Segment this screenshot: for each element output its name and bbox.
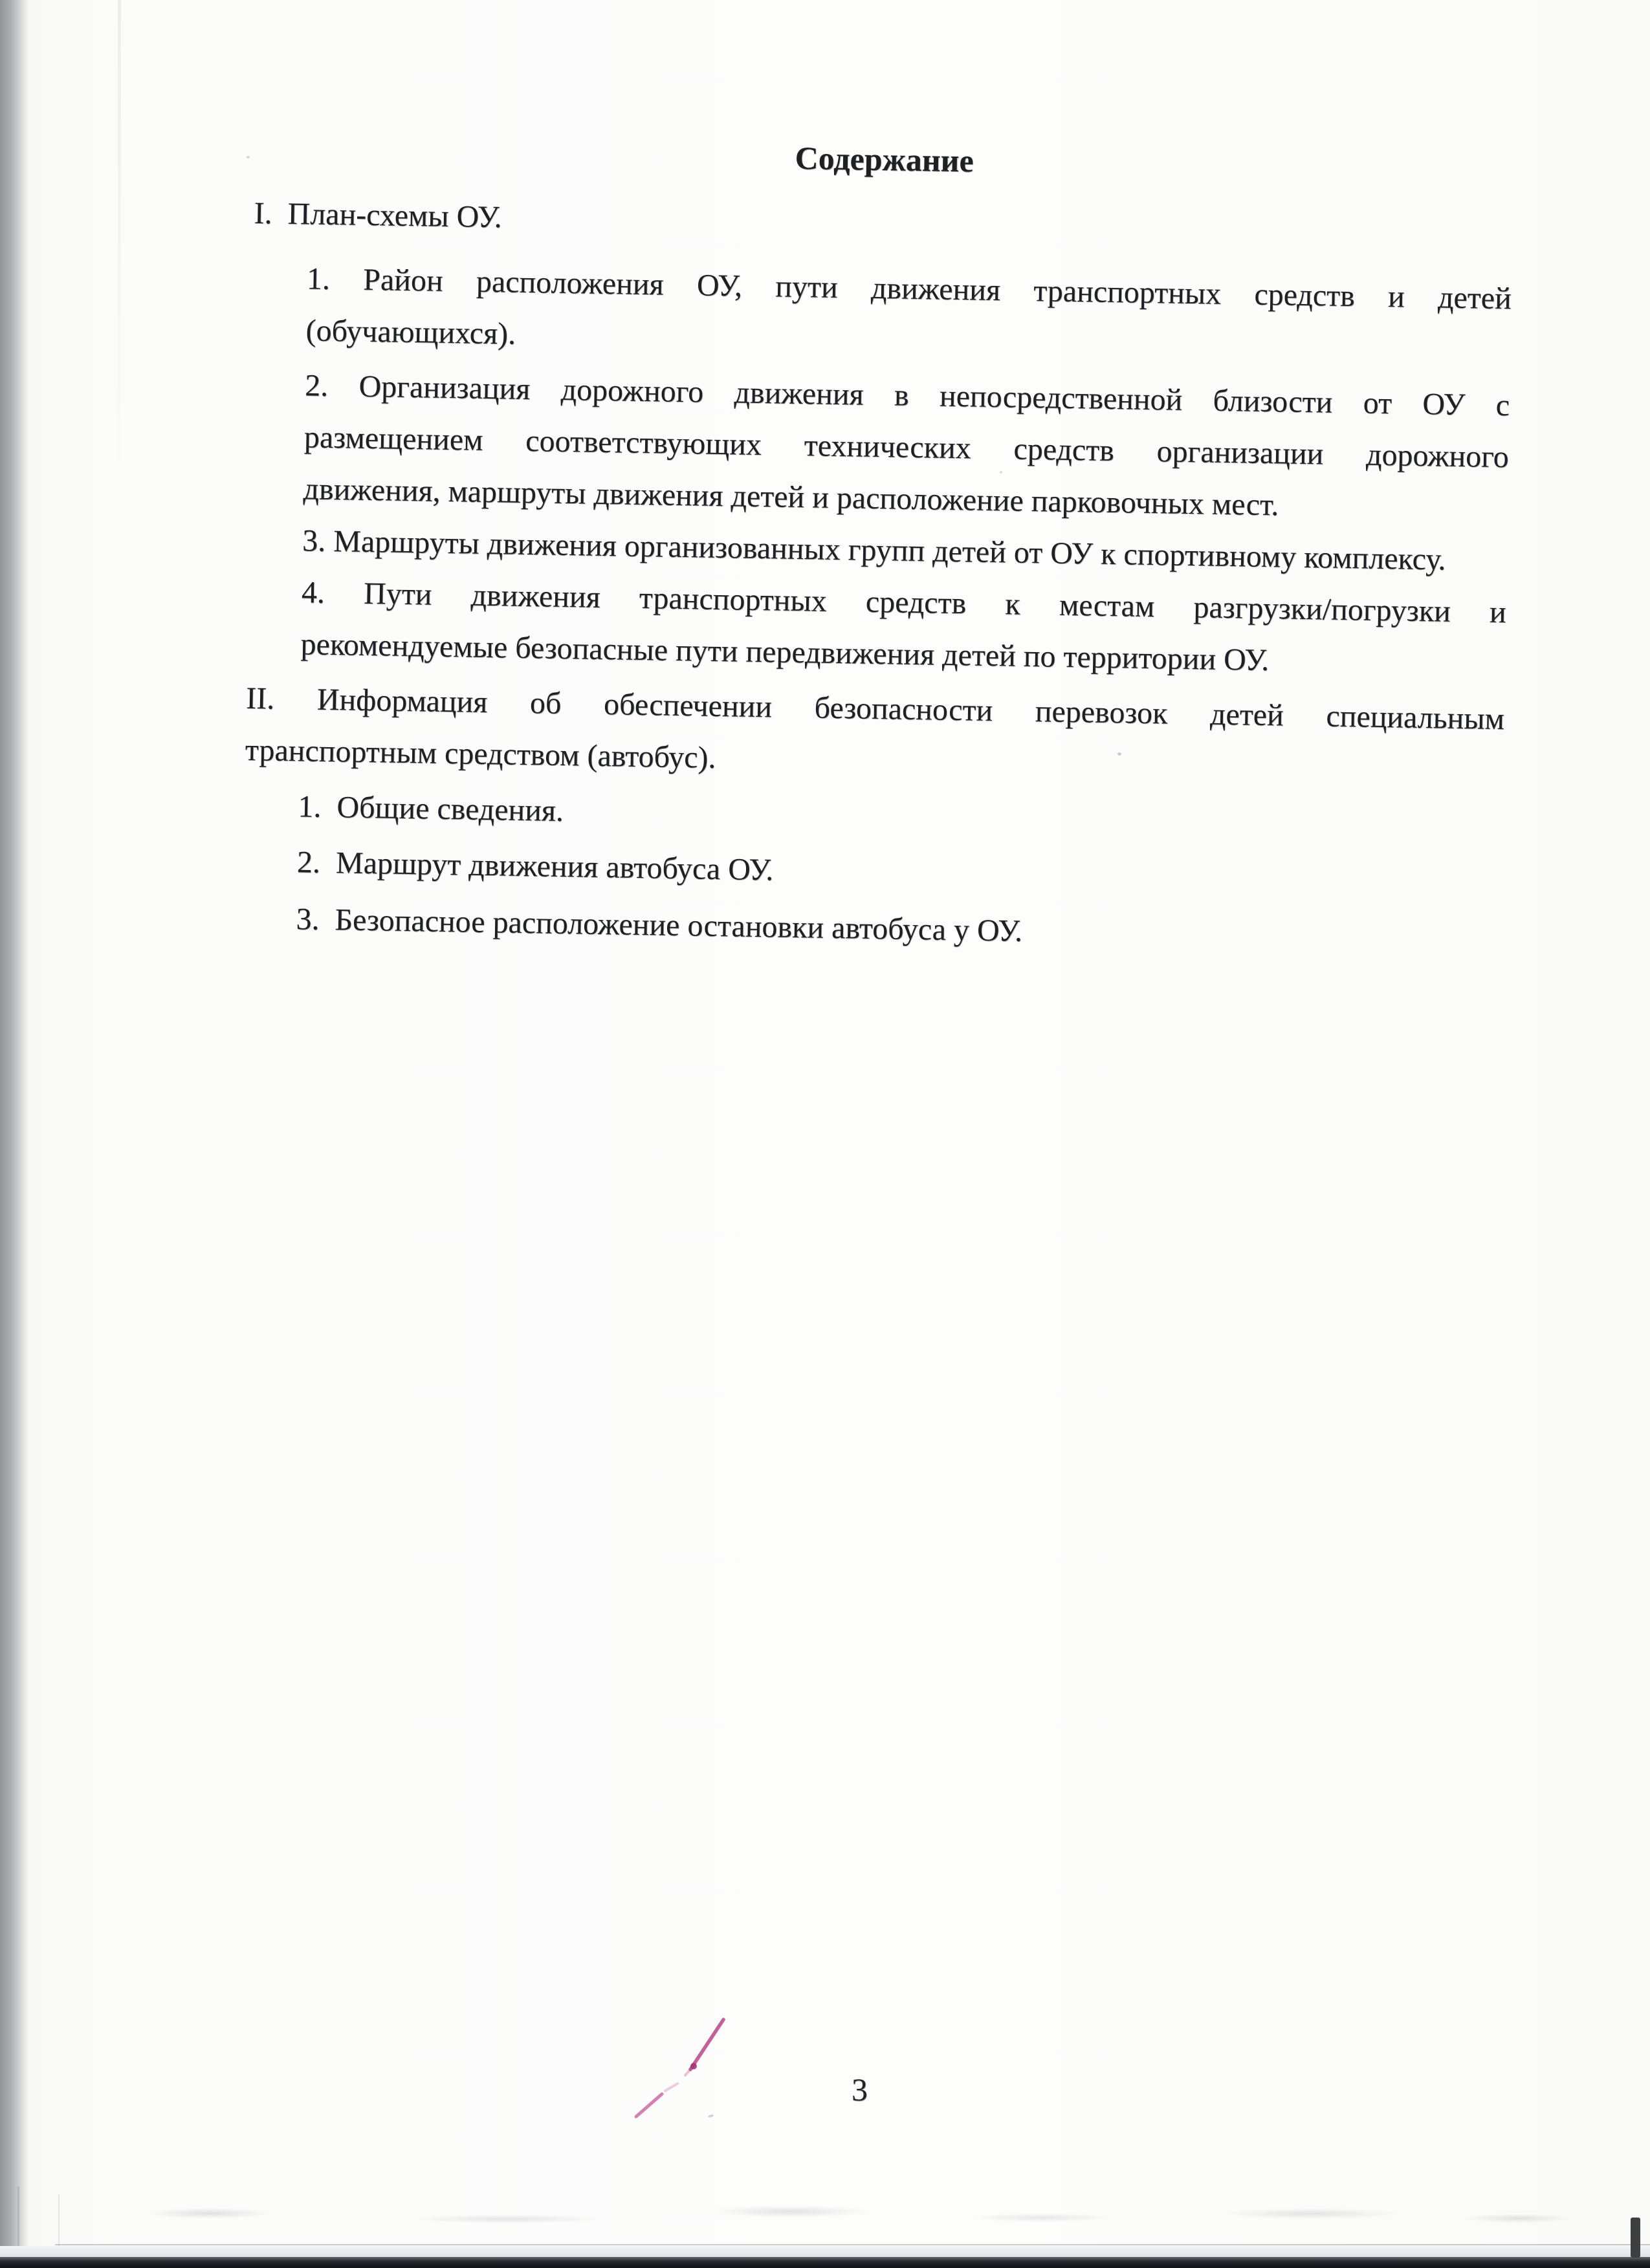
toc-item-2-line-2: размещением соответствующих технических средств организации дорожного (303, 420, 1510, 475)
toc-sub-item-1: 1. Общие сведения. (298, 789, 564, 829)
toc-section-i: I. План-схемы ОУ. (254, 195, 503, 235)
toc-section-ii-line-2: транспортным средством (автобус). (245, 732, 716, 775)
toc-sub-item-2: 2. Маршрут движения автобуса ОУ. (296, 845, 774, 888)
toc-item-2-line-3: движения, маршруты движения детей и расположение парковочных мест. (303, 472, 1279, 523)
scan-smudge-band (91, 2198, 1579, 2232)
scanner-bed-shadow (0, 2257, 1650, 2268)
paper-fold-shadow (118, 0, 121, 492)
scan-dark-mark (1631, 2218, 1640, 2258)
table-of-contents (242, 123, 1514, 965)
pen-slash-mark (618, 2002, 741, 2132)
page-title: Содержание (795, 139, 974, 179)
page-number: 3 (852, 2071, 868, 2108)
paper-crease (17, 2186, 19, 2248)
toc-item-1-line-1: 1. Район расположения ОУ, пути движения транспортных средств и детей (306, 261, 1512, 316)
paper-bottom-edge (55, 2244, 1650, 2245)
paper-crease (58, 2194, 60, 2247)
dust-speck (1000, 471, 1002, 474)
dust-speck (1117, 752, 1121, 756)
toc-item-1-line-2: (обучающихся). (305, 313, 516, 351)
toc-item-4-line-2: рекомендуемые безопасные пути передвижения детей по территории ОУ. (300, 627, 1270, 678)
scanner-bed-strip (0, 2246, 1650, 2257)
dust-speck (247, 156, 250, 158)
scanner-edge-shadow (0, 0, 30, 2268)
toc-item-4-line-1: 4. Пути движения транспортных средств к местам разгрузки/погрузки и (301, 575, 1507, 630)
toc-sub-item-3: 3. Безопасное расположение остановки автобуса у ОУ. (296, 902, 1023, 948)
toc-item-3: 3. Маршруты движения организованных групп детей от ОУ к спортивному комплексу. (302, 523, 1446, 577)
toc-section-ii-line-1: II. Информация об обеспечении безопасности перевозок детей специальным (245, 681, 1505, 737)
toc-item-2-line-1: 2. Организация дорожного движения в непосредственной близости от ОУ с (304, 368, 1510, 423)
